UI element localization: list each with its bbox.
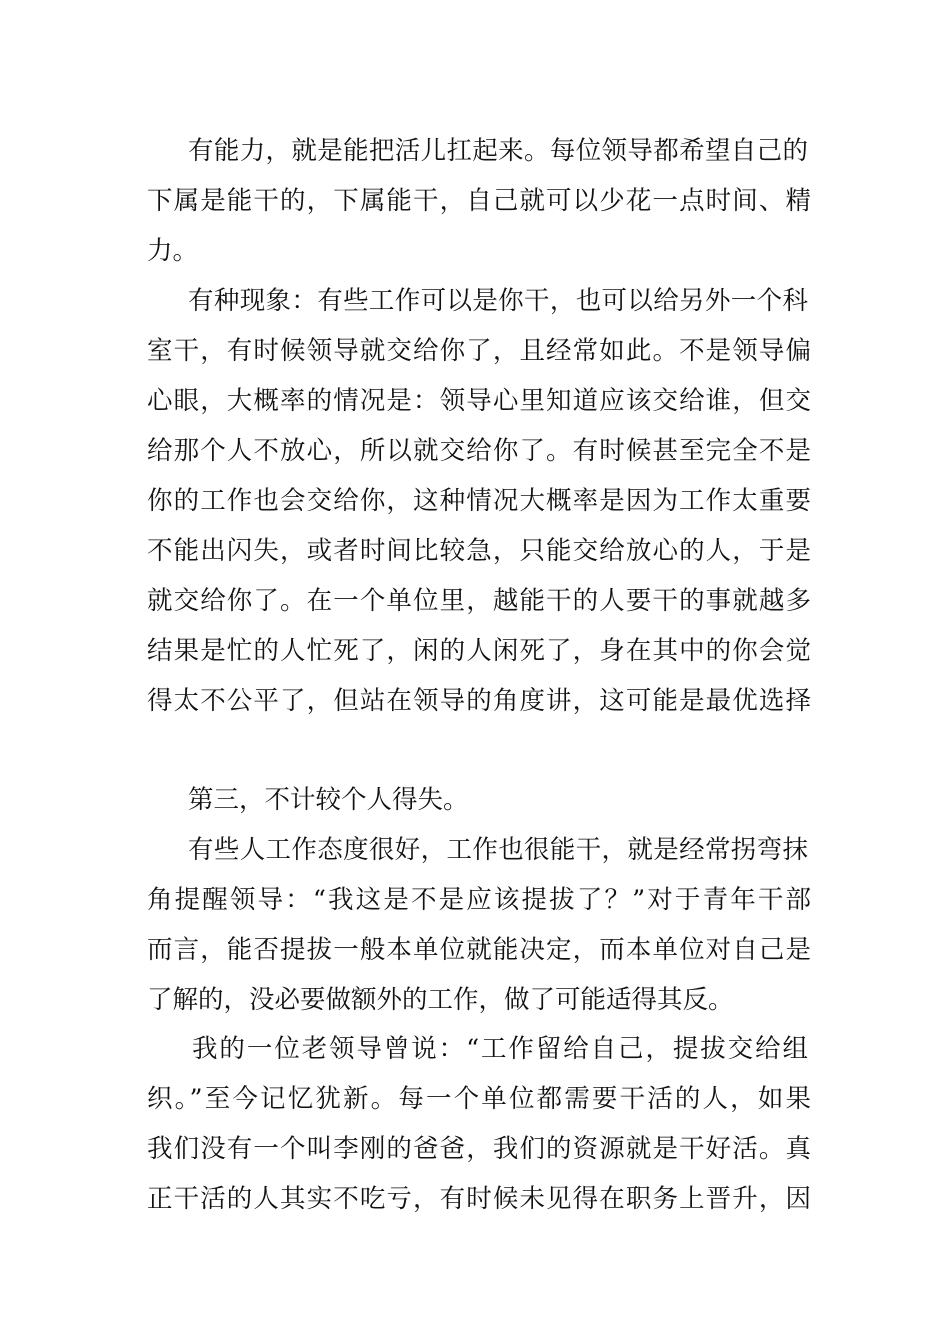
paragraph-line: 你的工作也会交给你，这种情况大概率是因为工作太重要: [147, 486, 811, 516]
paragraph-line: 了解的，没必要做额外的工作，做了可能适得其反。: [147, 985, 734, 1015]
paragraph-line: 我们没有一个叫李刚的爸爸，我们的资源就是干好活。真: [147, 1134, 811, 1164]
paragraph-line: 织。”至今记忆犹新。每一个单位都需要干活的人，如果: [147, 1084, 811, 1114]
paragraph-line: 得太不公平了，但站在领导的角度讲，这可能是最优选择: [147, 686, 811, 716]
paragraph-line: 结果是忙的人忙死了，闲的人闲死了，身在其中的你会觉: [147, 636, 811, 666]
paragraph-line: 就交给你了。在一个单位里，越能干的人要干的事就越多: [147, 586, 811, 616]
paragraph-line: 而言，能否提拔一般本单位就能决定，而本单位对自己是: [147, 935, 811, 965]
paragraph-line: 有种现象：有些工作可以是你干，也可以给另外一个科: [188, 286, 808, 316]
paragraph-line: 不能出闪失，或者时间比较急，只能交给放心的人，于是: [147, 536, 811, 566]
paragraph-line: 有些人工作态度很好，工作也很能干，就是经常拐弯抹: [188, 835, 808, 865]
paragraph-line: 力。: [147, 236, 199, 266]
paragraph-line: 心眼，大概率的情况是：领导心里知道应该交给谁，但交: [147, 386, 811, 416]
paragraph-line: 给那个人不放心，所以就交给你了。有时候甚至完全不是: [147, 436, 811, 466]
paragraph-line: 下属是能干的，下属能干，自己就可以少花一点时间、精: [147, 186, 811, 216]
paragraph-line: 正干活的人其实不吃亏，有时候未见得在职务上晋升，因: [147, 1184, 811, 1214]
paragraph-line: 角提醒领导：“我这是不是应该提拔了？”对于青年干部: [147, 885, 811, 915]
paragraph-line: 有能力，就是能把活儿扛起来。每位领导都希望自己的: [188, 136, 808, 166]
paragraph-line: 室干，有时候领导就交给你了，且经常如此。不是领导偏: [147, 336, 811, 366]
paragraph-line: 我的一位老领导曾说：“工作留给自己，提拔交给组: [192, 1034, 808, 1064]
section-heading: 第三，不计较个人得失。: [188, 785, 469, 815]
